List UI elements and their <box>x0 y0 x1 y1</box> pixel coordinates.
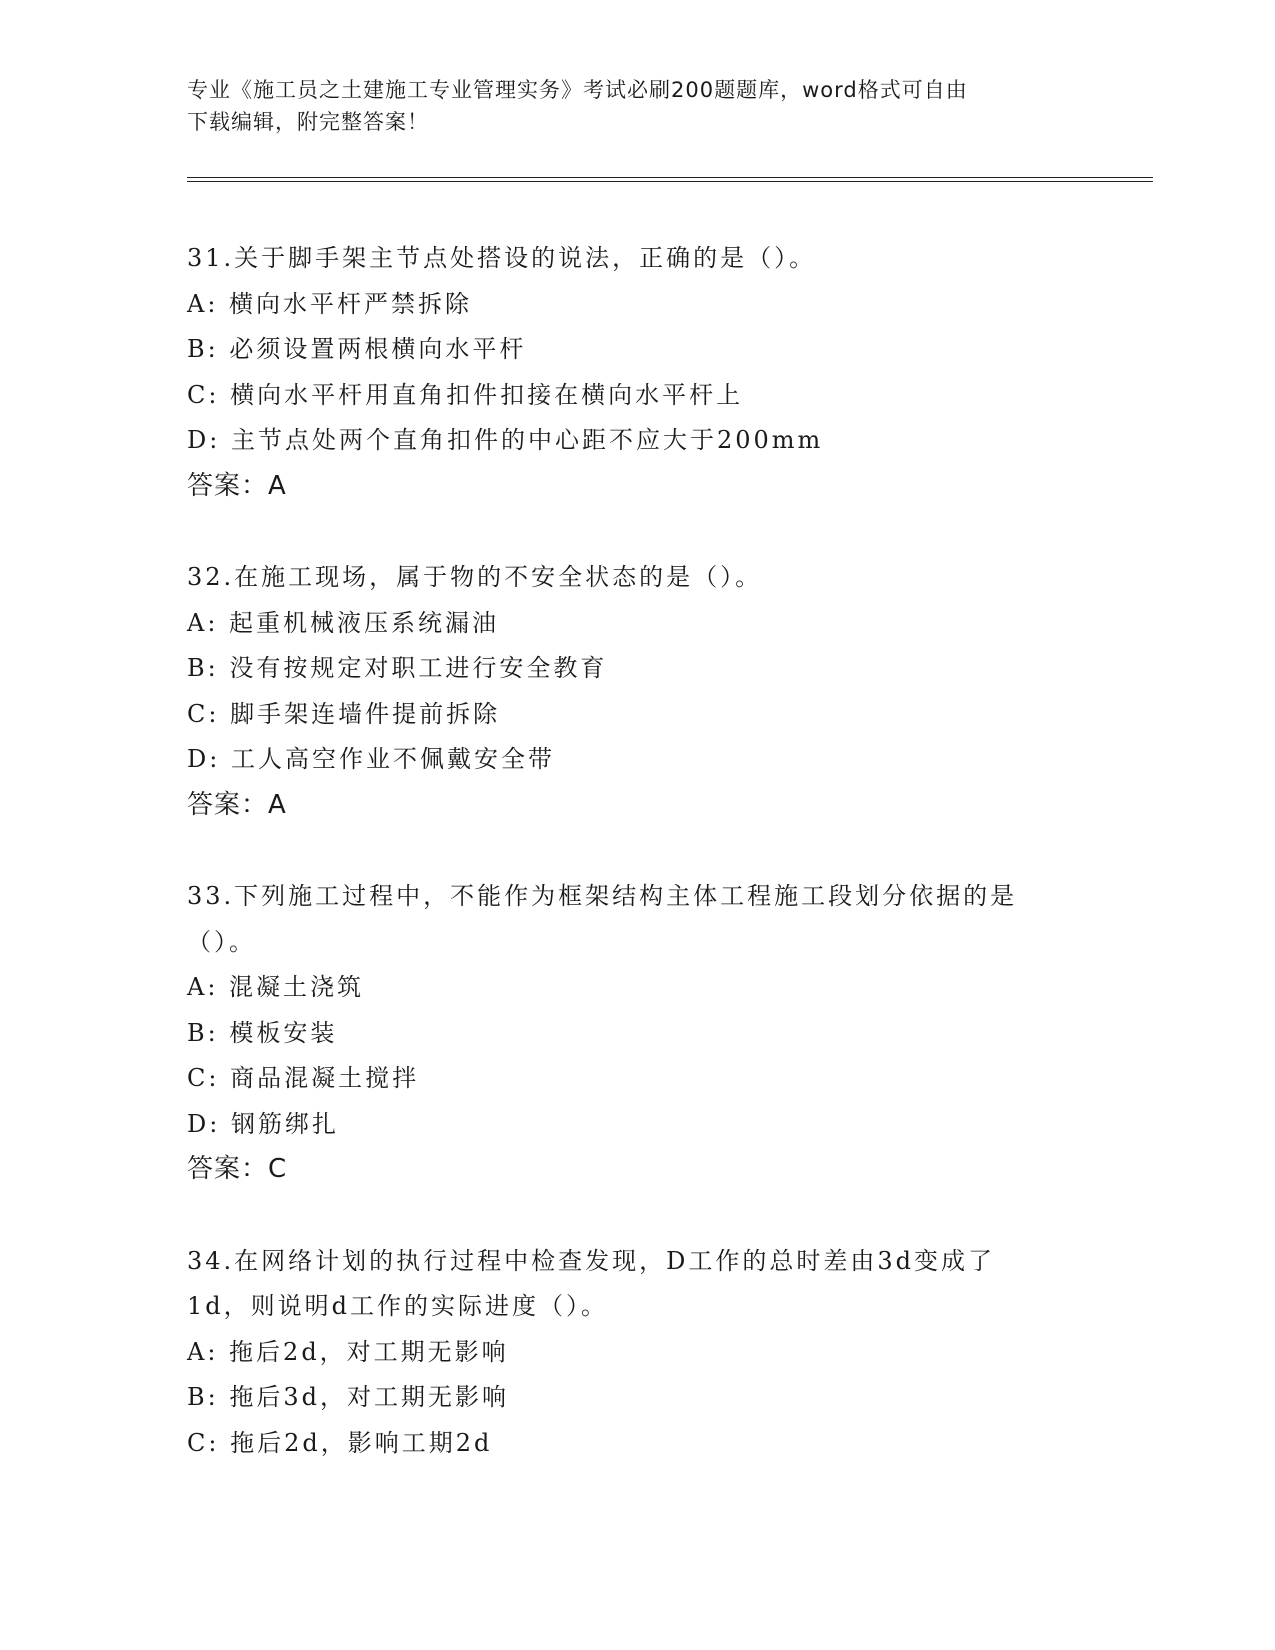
question-stem-line-2: （）。 <box>187 927 256 956</box>
answer-label: 答案：A <box>187 470 287 501</box>
option-a: A: 拖后2d，对工期无影响 <box>187 1337 509 1366</box>
header-divider-bottom <box>187 181 1153 182</box>
option-c: C: 拖后2d，影响工期2d <box>187 1428 493 1457</box>
option-c: C: 脚手架连墙件提前拆除 <box>187 699 501 728</box>
option-d: D: 工人高空作业不佩戴安全带 <box>187 745 555 773</box>
question-stem: 31.关于脚手架主节点处搭设的说法，正确的是（）。 <box>187 244 817 272</box>
question-stem-line-1: 34.在网络计划的执行过程中检查发现，D工作的总时差由3d变成了 <box>187 1246 996 1275</box>
question-32 <box>187 555 1087 828</box>
question-stem-line-2: 1d，则说明d工作的实际进度（）。 <box>187 1292 608 1320</box>
question-stem-line-1: 33.下列施工过程中，不能作为框架结构主体工程施工段划分依据的是 <box>187 882 1018 910</box>
option-d: D: 钢筋绑扎 <box>187 1109 339 1138</box>
question-stem: 32.在施工现场，属于物的不安全状态的是（）。 <box>187 563 763 591</box>
header-divider-top <box>187 177 1153 178</box>
option-a: A: 混凝土浇筑 <box>187 973 365 1001</box>
question-34 <box>187 1239 1087 1467</box>
question-33 <box>187 874 1087 1193</box>
question-list <box>187 236 1087 1512</box>
header-line-2: 下载编辑，附完整答案！ <box>187 110 429 134</box>
document-header <box>187 74 1067 138</box>
answer-label: 答案：C <box>187 1154 288 1184</box>
header-line-1: 专业《施工员之土建施工专业管理实务》考试必刷200题题库，word格式可自由 <box>187 78 968 102</box>
answer-label: 答案：A <box>187 789 287 820</box>
option-b: B: 拖后3d，对工期无影响 <box>187 1383 509 1411</box>
question-31 <box>187 236 1087 509</box>
option-c: C: 商品混凝土搅拌 <box>187 1064 420 1092</box>
option-b: B: 模板安装 <box>187 1018 338 1047</box>
option-a: A: 横向水平杆严禁拆除 <box>187 289 473 318</box>
option-b: B: 没有按规定对职工进行安全教育 <box>187 654 608 682</box>
option-a: A: 起重机械液压系统漏油 <box>187 608 500 637</box>
option-b: B: 必须设置两根横向水平杆 <box>187 335 527 363</box>
option-c: C: 横向水平杆用直角扣件扣接在横向水平杆上 <box>187 380 744 409</box>
option-d: D: 主节点处两个直角扣件的中心距不应大于200mm <box>187 426 824 454</box>
